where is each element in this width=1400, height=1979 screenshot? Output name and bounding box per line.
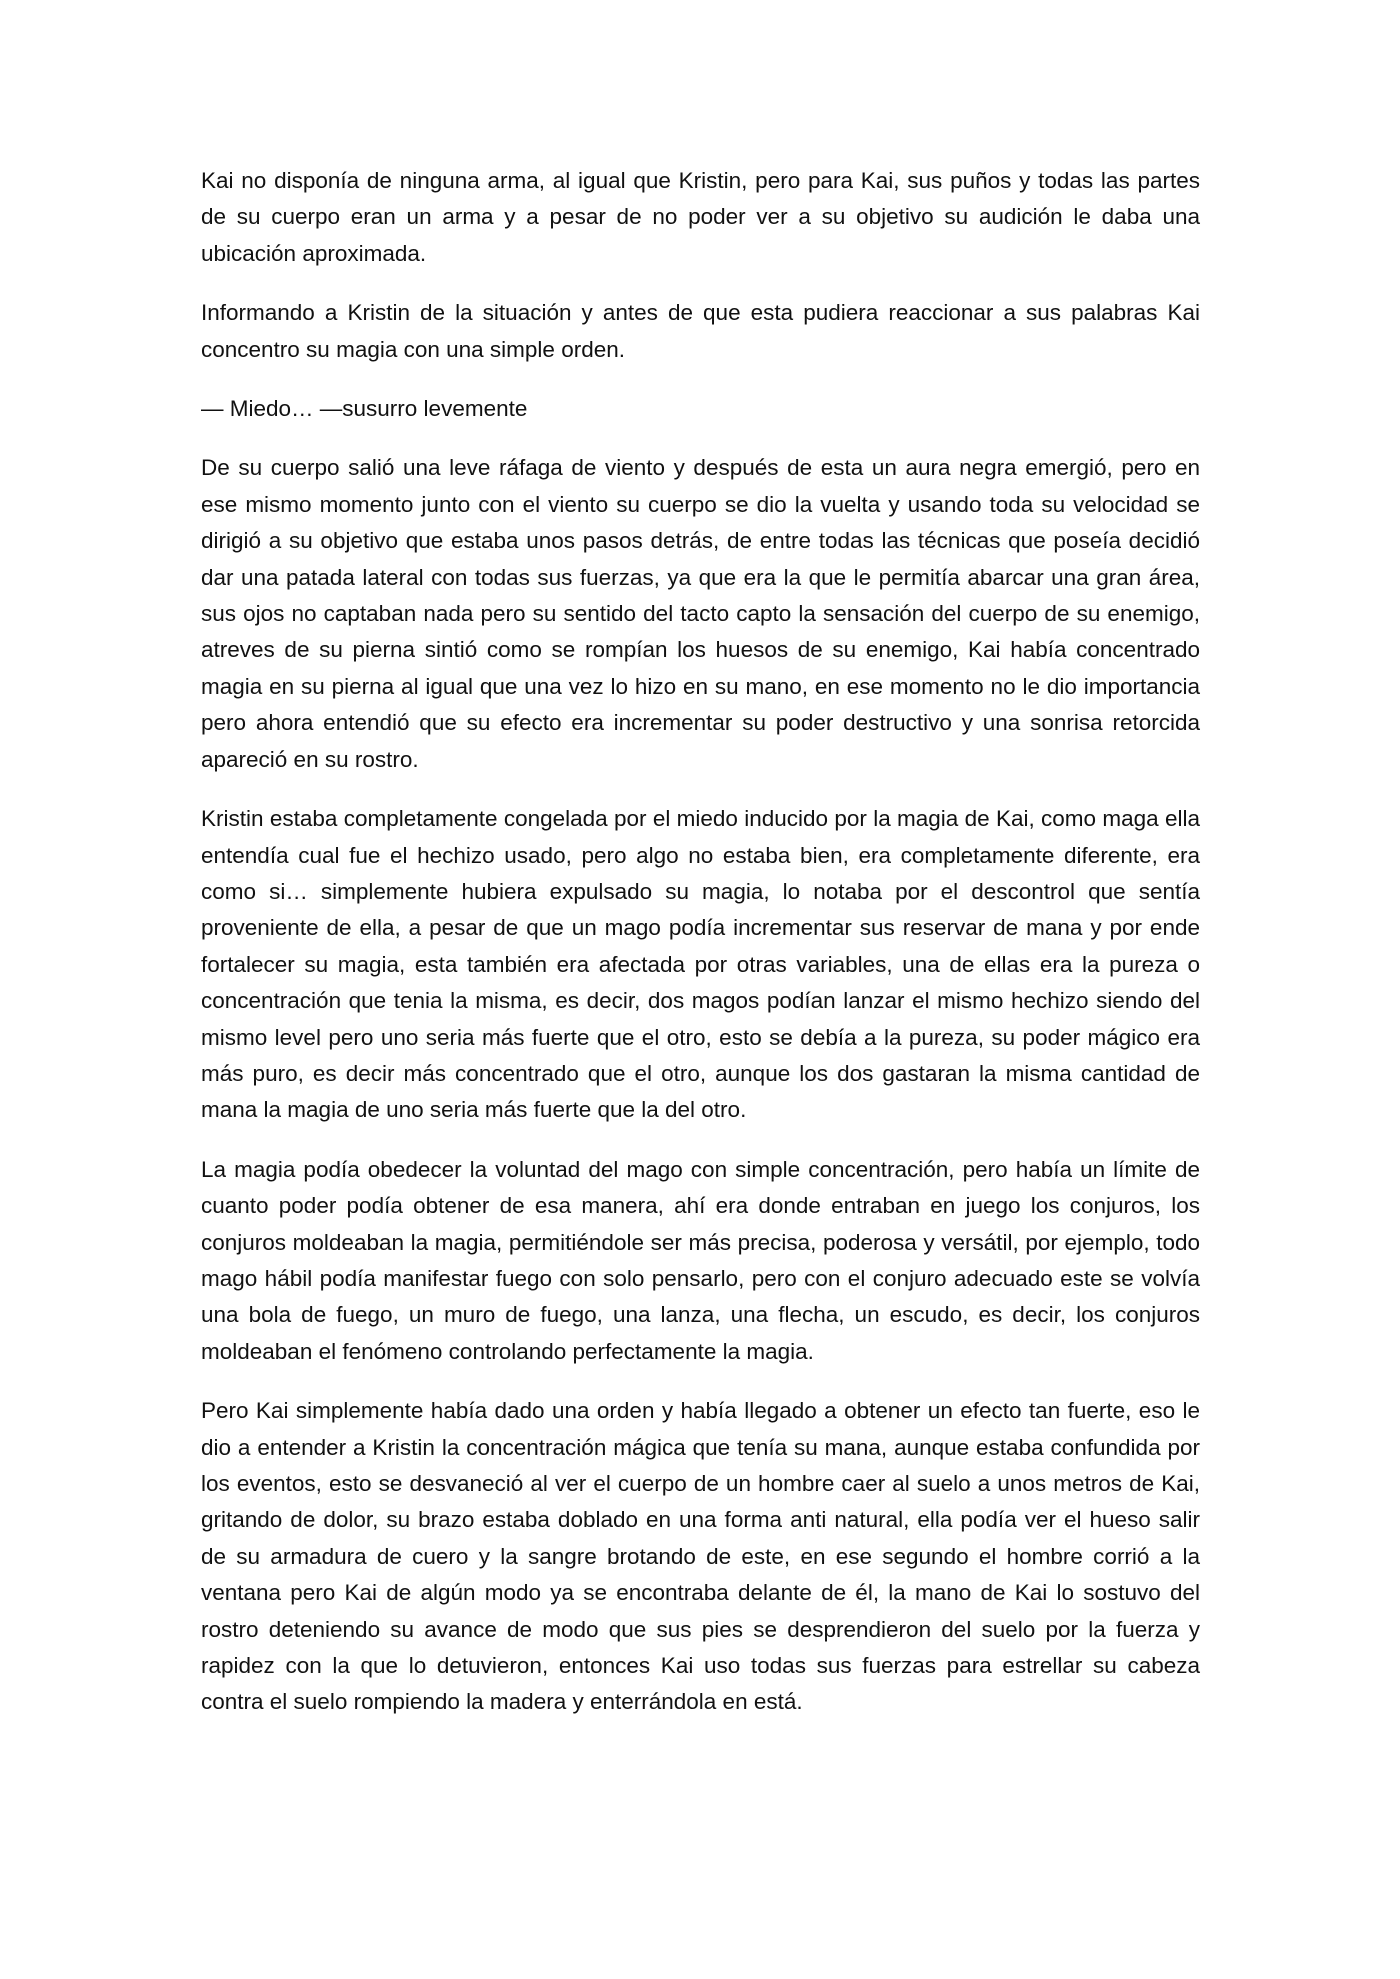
paragraph-7: Pero Kai simplemente había dado una orden y había llegado a obtener un efecto tan fuerte, eso le dio a entender a Kristin la concentración mágica que tenía su mana, aunque estaba confundida por los eventos, esto se desvaneció al ver el cuerpo de un hombre caer al suelo a unos metros de Kai, gritando de dolor, su brazo estaba doblado en una forma anti natural, ella podía ver el hueso salir de su armadura de cuero y la sangre brotando de este, en ese segundo el hombre corrió a la ventana pero Kai de algún modo ya se encontraba delante de él, la mano de Kai lo sostuvo del rostro deteniendo su avance de modo que sus pies se desprendieron del suelo por la fuerza y rapidez con la que lo detuvieron, entonces Kai uso todas sus fuerzas para estrellar su cabeza contra el suelo rompiendo la madera y enterrándola en está.	[201, 1398, 1200, 1715]
paragraph-5: Kristin estaba completamente congelada por el miedo inducido por la magia de Kai, como maga ella entendía cual fue el hechizo usado, pero algo no estaba bien, era completamente diferente, era como si… simplemente hubiera expulsado su magia, lo notaba por el descontrol que sentía proveniente de ella, a pesar de que un mago podía incrementar sus reservar de mana y por ende fortalecer su magia, esta también era afectada por otras variables, una de ellas era la pureza o concentración que tenia la misma, es decir, dos magos podían lanzar el mismo hechizo siendo del mismo level pero uno seria más fuerte que el otro, esto se debía a la pureza, su poder mágico era más puro, es decir más concentrado que el otro, aunque los dos gastaran la misma cantidad de mana la magia de uno seria más fuerte que la del otro.	[201, 806, 1200, 1123]
paragraph-2: Informando a Kristin de la situación y antes de que esta pudiera reaccionar a sus palabras Kai concentro su magia con una simple orden.	[201, 300, 1200, 362]
paragraph-6: La magia podía obedecer la voluntad del mago con simple concentración, pero había un límite de cuanto poder podía obtener de esa manera, ahí era donde entraban en juego los conjuros, los conjuros moldeaban la magia, permitiéndole ser más precisa, poderosa y versátil, por ejemplo, todo mago hábil podía manifestar fuego con solo pensarlo, pero con el conjuro adecuado este se volvía una bola de fuego, un muro de fuego, una lanza, una flecha, un escudo, es decir, los conjuros moldeaban el fenómeno controlando perfectamente la magia.	[201, 1156, 1200, 1364]
paragraph-4: De su cuerpo salió una leve ráfaga de viento y después de esta un aura negra emergió, pero en ese mismo momento junto con el viento su cuerpo se dio la vuelta y usando toda su velocidad se dirigió a su objetivo que estaba unos pasos detrás, de entre todas las técnicas que poseía decidió dar una patada lateral con todas sus fuerzas, ya que era la que le permitía abarcar una gran área, sus ojos no captaban nada pero su sentido del tacto capto la sensación del cuerpo de su enemigo, atreves de su pierna sintió como se rompían los huesos de su enemigo, Kai había concentrado magia en su pierna al igual que una vez lo hizo en su mano, en ese momento no le dio importancia pero ahora entendió que su efecto era incrementar su poder destructivo y una sonrisa retorcida apareció en su rostro.	[201, 455, 1200, 772]
dialogue-line: — Miedo… —susurro levemente	[201, 396, 528, 422]
document-body	[201, 163, 1200, 1744]
paragraph-1: Kai no disponía de ninguna arma, al igual que Kristin, pero para Kai, sus puños y todas las partes de su cuerpo eran un arma y a pesar de no poder ver a su objetivo su audición le daba una ubicación aproximada.	[201, 168, 1200, 266]
